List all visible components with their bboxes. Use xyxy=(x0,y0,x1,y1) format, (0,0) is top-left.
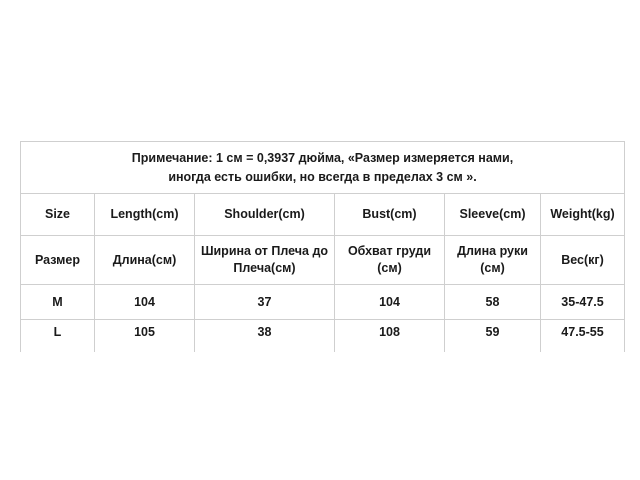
header-weight: Weight(kg) xyxy=(541,194,625,236)
cell-size: M xyxy=(21,285,95,320)
header-ru-bust: Обхват груди (см) xyxy=(335,236,445,285)
note-line-2: иногда есть ошибки, но всегда в пределах 3 см ». xyxy=(168,169,477,184)
cell-size: L xyxy=(21,320,95,353)
cell-bust: 108 xyxy=(335,320,445,353)
cell-length: 104 xyxy=(95,285,195,320)
cell-bust: 104 xyxy=(335,285,445,320)
header-ru-sleeve: Длина руки (см) xyxy=(445,236,541,285)
table-row-size-l xyxy=(21,320,625,353)
table-row-size-m xyxy=(21,285,625,320)
measurement-note xyxy=(21,142,625,194)
header-shoulder: Shoulder(cm) xyxy=(195,194,335,236)
note-row xyxy=(21,142,625,194)
size-chart-table xyxy=(20,141,625,352)
header-row-english xyxy=(21,194,625,236)
header-bust: Bust(cm) xyxy=(335,194,445,236)
cell-sleeve: 58 xyxy=(445,285,541,320)
header-row-russian xyxy=(21,236,625,285)
header-ru-weight: Вес(кг) xyxy=(541,236,625,285)
header-size: Size xyxy=(21,194,95,236)
header-sleeve: Sleeve(cm) xyxy=(445,194,541,236)
cell-length: 105 xyxy=(95,320,195,353)
note-line-1: Примечание: 1 см = 0,3937 дюйма, «Размер измеряется нами, xyxy=(131,150,514,165)
cell-sleeve: 59 xyxy=(445,320,541,353)
header-ru-shoulder: Ширина от Плеча до Плеча(см) xyxy=(195,236,335,285)
cell-weight: 47.5-55 xyxy=(541,320,625,353)
cell-shoulder: 37 xyxy=(195,285,335,320)
cell-weight: 35-47.5 xyxy=(541,285,625,320)
header-ru-size: Размер xyxy=(21,236,95,285)
header-length: Length(cm) xyxy=(95,194,195,236)
cell-shoulder: 38 xyxy=(195,320,335,353)
header-ru-length: Длина(см) xyxy=(95,236,195,285)
